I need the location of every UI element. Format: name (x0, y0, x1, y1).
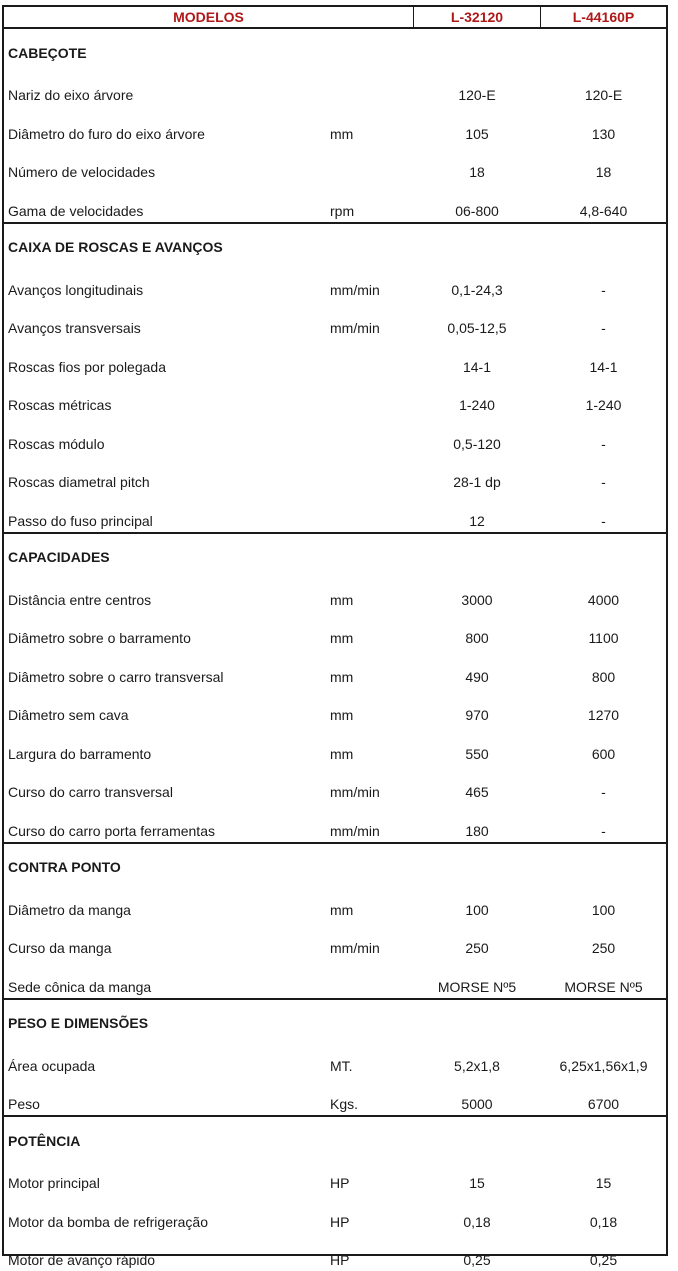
row-unit: HP (330, 1175, 349, 1191)
row-unit: mm (330, 746, 353, 762)
row-unit: mm (330, 630, 353, 646)
value-l44160p: 4,8-640 (541, 203, 666, 219)
section (4, 844, 666, 1000)
section (4, 29, 666, 224)
value-l32120: 800 (414, 630, 540, 646)
table-row (4, 1156, 666, 1195)
table-row (4, 106, 666, 145)
section (4, 1117, 666, 1271)
header-model-l44160p: L-44160P (541, 7, 666, 27)
row-label: Diâmetro sobre o carro transversal (8, 669, 224, 685)
table-row (4, 882, 666, 921)
section-title-row (4, 844, 666, 883)
row-label: Roscas métricas (8, 397, 111, 413)
row-unit: mm/min (330, 784, 380, 800)
row-unit: Kgs. (330, 1096, 358, 1112)
row-unit: rpm (330, 203, 354, 219)
value-l44160p: 250 (541, 940, 666, 956)
row-label: Avanços transversais (8, 320, 141, 336)
row-label: Curso do carro porta ferramentas (8, 823, 215, 839)
section-title-row (4, 534, 666, 573)
value-l44160p: - (541, 784, 666, 800)
table-row (4, 183, 666, 222)
section-title: CAIXA DE ROSCAS E AVANÇOS (8, 239, 223, 255)
table-row (4, 455, 666, 494)
section-title: CAPACIDADES (8, 549, 110, 565)
value-l44160p: - (541, 320, 666, 336)
table-row (4, 262, 666, 301)
value-l44160p: 1100 (541, 630, 666, 646)
table-body (4, 29, 666, 1271)
section-title-row (4, 1117, 666, 1156)
table-row (4, 339, 666, 378)
row-label: Área ocupada (8, 1058, 95, 1074)
section-title-row (4, 224, 666, 263)
row-label: Motor principal (8, 1175, 100, 1191)
value-l44160p: 15 (541, 1175, 666, 1191)
row-label: Motor de avanço rápido (8, 1252, 155, 1268)
value-l44160p: 0,18 (541, 1214, 666, 1230)
table-row (4, 1233, 666, 1271)
row-unit: mm/min (330, 320, 380, 336)
row-label: Roscas módulo (8, 436, 105, 452)
value-l32120: 180 (414, 823, 540, 839)
value-l32120: 15 (414, 1175, 540, 1191)
section-title: POTÊNCIA (8, 1133, 80, 1149)
value-l44160p: 1270 (541, 707, 666, 723)
table-header (4, 7, 666, 29)
value-l44160p: - (541, 436, 666, 452)
table-row (4, 68, 666, 107)
value-l32120: 0,18 (414, 1214, 540, 1230)
section (4, 1000, 666, 1118)
table-row (4, 1038, 666, 1077)
value-l32120: 5000 (414, 1096, 540, 1112)
section-title: CABEÇOTE (8, 45, 87, 61)
table-row (4, 649, 666, 688)
value-l32120: 105 (414, 126, 540, 142)
value-l44160p: 120-E (541, 87, 666, 103)
row-unit: HP (330, 1214, 349, 1230)
row-unit: mm (330, 126, 353, 142)
table-row (4, 301, 666, 340)
row-label: Número de velocidades (8, 164, 155, 180)
value-l44160p: 14-1 (541, 359, 666, 375)
header-model-l32120: L-32120 (414, 7, 541, 27)
table-row (4, 378, 666, 417)
value-l32120: 18 (414, 164, 540, 180)
row-label: Peso (8, 1096, 40, 1112)
row-unit: mm/min (330, 282, 380, 298)
value-l32120: 250 (414, 940, 540, 956)
table-row (4, 611, 666, 650)
value-l32120: 490 (414, 669, 540, 685)
value-l32120: 12 (414, 513, 540, 529)
value-l32120: 5,2x1,8 (414, 1058, 540, 1074)
value-l32120: 0,25 (414, 1252, 540, 1268)
value-l32120: 100 (414, 902, 540, 918)
row-label: Sede cônica da manga (8, 979, 151, 995)
value-l44160p: 100 (541, 902, 666, 918)
value-l32120: 3000 (414, 592, 540, 608)
value-l44160p: - (541, 474, 666, 490)
value-l44160p: 800 (541, 669, 666, 685)
row-unit: mm (330, 592, 353, 608)
row-label: Diâmetro do furo do eixo árvore (8, 126, 205, 142)
value-l32120: MORSE Nº5 (414, 979, 540, 995)
row-unit: mm (330, 669, 353, 685)
value-l32120: 465 (414, 784, 540, 800)
value-l32120: 28-1 dp (414, 474, 540, 490)
row-label: Curso do carro transversal (8, 784, 173, 800)
section-title: CONTRA PONTO (8, 859, 121, 875)
value-l32120: 120-E (414, 87, 540, 103)
row-unit: mm/min (330, 940, 380, 956)
row-label: Gama de velocidades (8, 203, 143, 219)
row-label: Roscas fios por polegada (8, 359, 166, 375)
value-l32120: 1-240 (414, 397, 540, 413)
value-l44160p: - (541, 513, 666, 529)
row-label: Diâmetro sem cava (8, 707, 129, 723)
section-title-row (4, 1000, 666, 1039)
table-row (4, 803, 666, 842)
table-row (4, 688, 666, 727)
row-label: Distância entre centros (8, 592, 151, 608)
value-l32120: 0,5-120 (414, 436, 540, 452)
value-l32120: 06-800 (414, 203, 540, 219)
value-l44160p: 6,25x1,56x1,9 (541, 1058, 666, 1074)
value-l32120: 14-1 (414, 359, 540, 375)
value-l44160p: MORSE Nº5 (541, 979, 666, 995)
section-title-row (4, 29, 666, 68)
row-unit: HP (330, 1252, 349, 1268)
value-l44160p: - (541, 282, 666, 298)
table-row (4, 572, 666, 611)
table-row (4, 416, 666, 455)
row-label: Roscas diametral pitch (8, 474, 150, 490)
section (4, 224, 666, 534)
row-label: Avanços longitudinais (8, 282, 143, 298)
row-label: Motor da bomba de refrigeração (8, 1214, 208, 1230)
row-label: Curso da manga (8, 940, 112, 956)
header-models: MODELOS (4, 7, 414, 27)
row-label: Diâmetro da manga (8, 902, 131, 918)
row-unit: MT. (330, 1058, 353, 1074)
value-l32120: 0,1-24,3 (414, 282, 540, 298)
table-row (4, 493, 666, 532)
row-label: Largura do barramento (8, 746, 151, 762)
value-l32120: 550 (414, 746, 540, 762)
row-unit: mm/min (330, 823, 380, 839)
table-row (4, 765, 666, 804)
table-row (4, 1077, 666, 1116)
value-l44160p: 4000 (541, 592, 666, 608)
section-title: PESO E DIMENSÕES (8, 1015, 148, 1031)
table-row (4, 921, 666, 960)
value-l44160p: - (541, 823, 666, 839)
value-l44160p: 6700 (541, 1096, 666, 1112)
table-row (4, 145, 666, 184)
value-l44160p: 600 (541, 746, 666, 762)
table-row (4, 959, 666, 998)
value-l44160p: 0,25 (541, 1252, 666, 1268)
value-l32120: 0,05-12,5 (414, 320, 540, 336)
value-l44160p: 1-240 (541, 397, 666, 413)
value-l44160p: 18 (541, 164, 666, 180)
row-label: Nariz do eixo árvore (8, 87, 133, 103)
table-row (4, 726, 666, 765)
section (4, 534, 666, 844)
value-l32120: 970 (414, 707, 540, 723)
row-label: Passo do fuso principal (8, 513, 153, 529)
row-unit: mm (330, 707, 353, 723)
row-unit: mm (330, 902, 353, 918)
value-l44160p: 130 (541, 126, 666, 142)
spec-table (2, 5, 668, 1256)
table-row (4, 1194, 666, 1233)
row-label: Diâmetro sobre o barramento (8, 630, 191, 646)
